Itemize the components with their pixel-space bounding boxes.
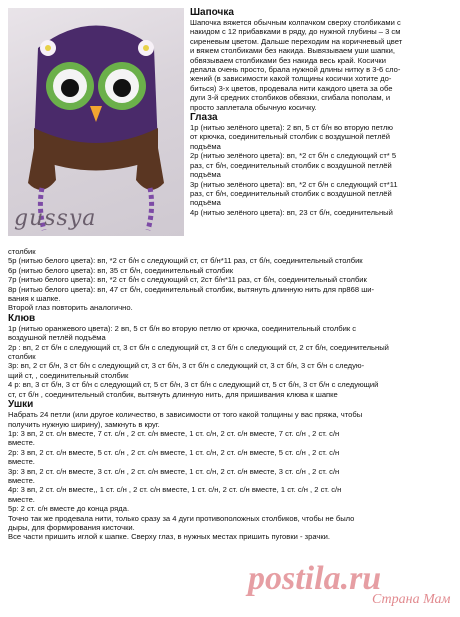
text-line: Второй глаз повторить аналогично. bbox=[8, 303, 133, 313]
signature: gussya bbox=[14, 206, 97, 231]
section-title-eyes: Глаза bbox=[190, 112, 218, 124]
section-title-hat: Шапочка bbox=[190, 7, 234, 18]
text-line: сиреневым цветом. Дальше переходим на коричневый цвет bbox=[190, 36, 403, 46]
text-line: вместе. bbox=[8, 438, 35, 448]
text-line: 3р (нитью зелёного цвета): вп, *2 ст б/н с следующий ст*11 bbox=[190, 179, 398, 189]
section-title-ears: Ушки bbox=[8, 399, 34, 411]
full-width-text bbox=[8, 247, 454, 542]
text-line: вания к шапке. bbox=[8, 294, 61, 304]
text-line: подъёма bbox=[190, 170, 221, 180]
text-line: 2р: 3 вп, 2 ст. с/н вместе, 5 ст. с/н , 2 ст. с/н вместе, 1 ст. с/н, 2 ст. с/н вместе, 5 ст. с/н , 2 ст. с/н bbox=[8, 447, 340, 457]
text-line: и вяжем столбиками без накида. Вывязываем уши шапки, bbox=[190, 46, 395, 56]
text-line: раз, ст б/н, соединительный столбик с воздушной петлёй bbox=[190, 160, 392, 170]
text-line: подъёма bbox=[190, 141, 221, 151]
text-line: 3р: 3 вп, 2 ст. с/н вместе, 3 ст. с/н , 2 ст. с/н вместе, 1 ст. с/н, 2 ст. с/н вместе, 3 ст. с/н , 2 ст. с/н bbox=[8, 466, 340, 476]
right-column bbox=[190, 7, 453, 217]
text-line: 4р: 3 вп, 2 ст. с/н вместе,, 1 ст. с/н , 2 ст. с/н вместе, 1 ст. с/н, 2 ст. с/н вместе, 1 ст. с/н , 2 ст. с/н bbox=[8, 485, 342, 495]
text-line: биться) 3-х цветов, продевала нити каждого цвета за обе bbox=[190, 83, 393, 93]
hat-text bbox=[190, 18, 453, 112]
owl-hat-illustration bbox=[8, 8, 184, 236]
watermark-postila: postila.ru bbox=[248, 560, 382, 597]
text-line: столбик bbox=[8, 352, 36, 362]
text-line: 7р (нитью белого цвета): вп, *2 ст б/н с следующий ст, 2ст б/н*11 раз, ст б/н, соединительный столбик bbox=[8, 275, 367, 285]
text-line: жений (в зависимости какой толщины косички хотите до- bbox=[190, 74, 392, 84]
text-line: 2р : вп, 2 ст б/н с следующий ст, 3 ст б/н с следующий ст, 3 ст б/н с следующий ст, 2 ст б/н, соединительный bbox=[8, 342, 389, 352]
text-line: дуги 3-й средних столбиков обвязки, сгибала пополам, и bbox=[190, 93, 391, 103]
text-line: воздушной петлёй подъёма bbox=[8, 333, 106, 343]
text-line: вместе. bbox=[8, 457, 35, 467]
text-line: столбик bbox=[8, 247, 36, 256]
text-line: щий ст, , соединительный столбик bbox=[8, 370, 129, 380]
text-line: 6р (нитью белого цвета): вп, 35 ст б/н, соединительный столбик bbox=[8, 265, 234, 275]
text-line: 2р (нитью зелёного цвета): вп, *2 ст б/н с следующий ст* 5 bbox=[190, 151, 397, 161]
text-line: 3р: вп, 2 ст б/н, 3 ст б/н с следующий ст, 3 ст б/н, 3 ст б/н с следующий ст, 3 ст б/н, 3 ст б/н с следую- bbox=[8, 361, 365, 371]
text-line: ст, ст б/н , соединительный столбик, вытянуть длинную нить, для пришивания клюва к шапке bbox=[8, 389, 338, 399]
text-line: делала очень просто, брала нужной длины нитку в 3-6 сло- bbox=[190, 65, 401, 75]
text-line: от крючка, соединительный столбик с воздушной петлёй bbox=[190, 132, 391, 142]
text-line: получить нужную ширину), замкнуть в круг. bbox=[8, 419, 160, 429]
text-line: 1р: 3 вп, 2 ст. с/н вместе, 7 ст. с/н , 2 ст. с/н вместе, 1 ст. с/н, 2 ст. с/н вместе, 7 ст. с/н , 2 ст. с/н bbox=[8, 428, 340, 438]
text-line: 4р (нитью зелёного цвета): вп, 23 ст б/н, соединительный bbox=[190, 207, 393, 217]
owl-hat-photo bbox=[8, 8, 184, 236]
eyes-side-text bbox=[190, 123, 453, 217]
text-line: 1р (нитью зелёного цвета): 2 вп, 5 ст б/н во вторую петлю bbox=[190, 123, 393, 133]
text-line: 8р (нитью белого цвета): вп, 47 ст б/н, соединительный столбик, вытянуть длинную нить для пр868 ши- bbox=[8, 284, 375, 294]
text-line: вместе. bbox=[8, 494, 35, 504]
text-line: дыры, для формирования кисточки. bbox=[8, 522, 135, 532]
text-line: 5р: 2 ст. с/н вместе до конца ряда. bbox=[8, 504, 130, 514]
watermark-strana-mam: Страна Мам bbox=[372, 592, 451, 607]
section-title-beak: Клюв bbox=[8, 312, 36, 324]
text-line: Точно так же продевала нити, только сразу за 4 дуги противоположных столбиков, чтобы не было bbox=[8, 513, 355, 523]
text-line: вместе. bbox=[8, 475, 35, 485]
text-line: обвязываем столбиками без накида весь край. Косички bbox=[190, 55, 386, 65]
text-line: Шапочка вяжется обычным колпачком сверху столбиками с bbox=[190, 18, 401, 27]
text-line: 1р (нитью оранжевого цвета): 2 вп, 5 ст б/н во вторую петлю от крючка, соединительный столбик с bbox=[8, 323, 357, 333]
text-line: 5р (нитью белого цвета): вп, *2 ст б/н с следующий ст, ст б/н*11 раз, ст б/н, соединительный столбик bbox=[8, 256, 363, 266]
text-line: Набрать 24 петли (или другое количество, в зависимости от того какой толщины у вас пряжа, чтобы bbox=[8, 410, 363, 420]
text-line: просто заплетала обычную косичку. bbox=[190, 102, 317, 112]
text-line: Все части пришить иглой к шапке. Сверху глаз, в нужных местах пришить пуговки - зрачки. bbox=[8, 532, 331, 542]
text-line: 4 р: вп, 3 ст б/н, 3 ст б/н с следующий ст, 5 ст б/н, 3 ст б/н с следующий ст, 5 ст б/н, 3 ст б/н с следующий bbox=[8, 380, 379, 390]
text-line: накидом с 12 прибавками в ряду, до нужной глубины – 3 см bbox=[190, 27, 401, 37]
text-line: раз, ст б/н, соединительный столбик с воздушной петлёй bbox=[190, 188, 392, 198]
text-line: подъёма bbox=[190, 198, 221, 208]
